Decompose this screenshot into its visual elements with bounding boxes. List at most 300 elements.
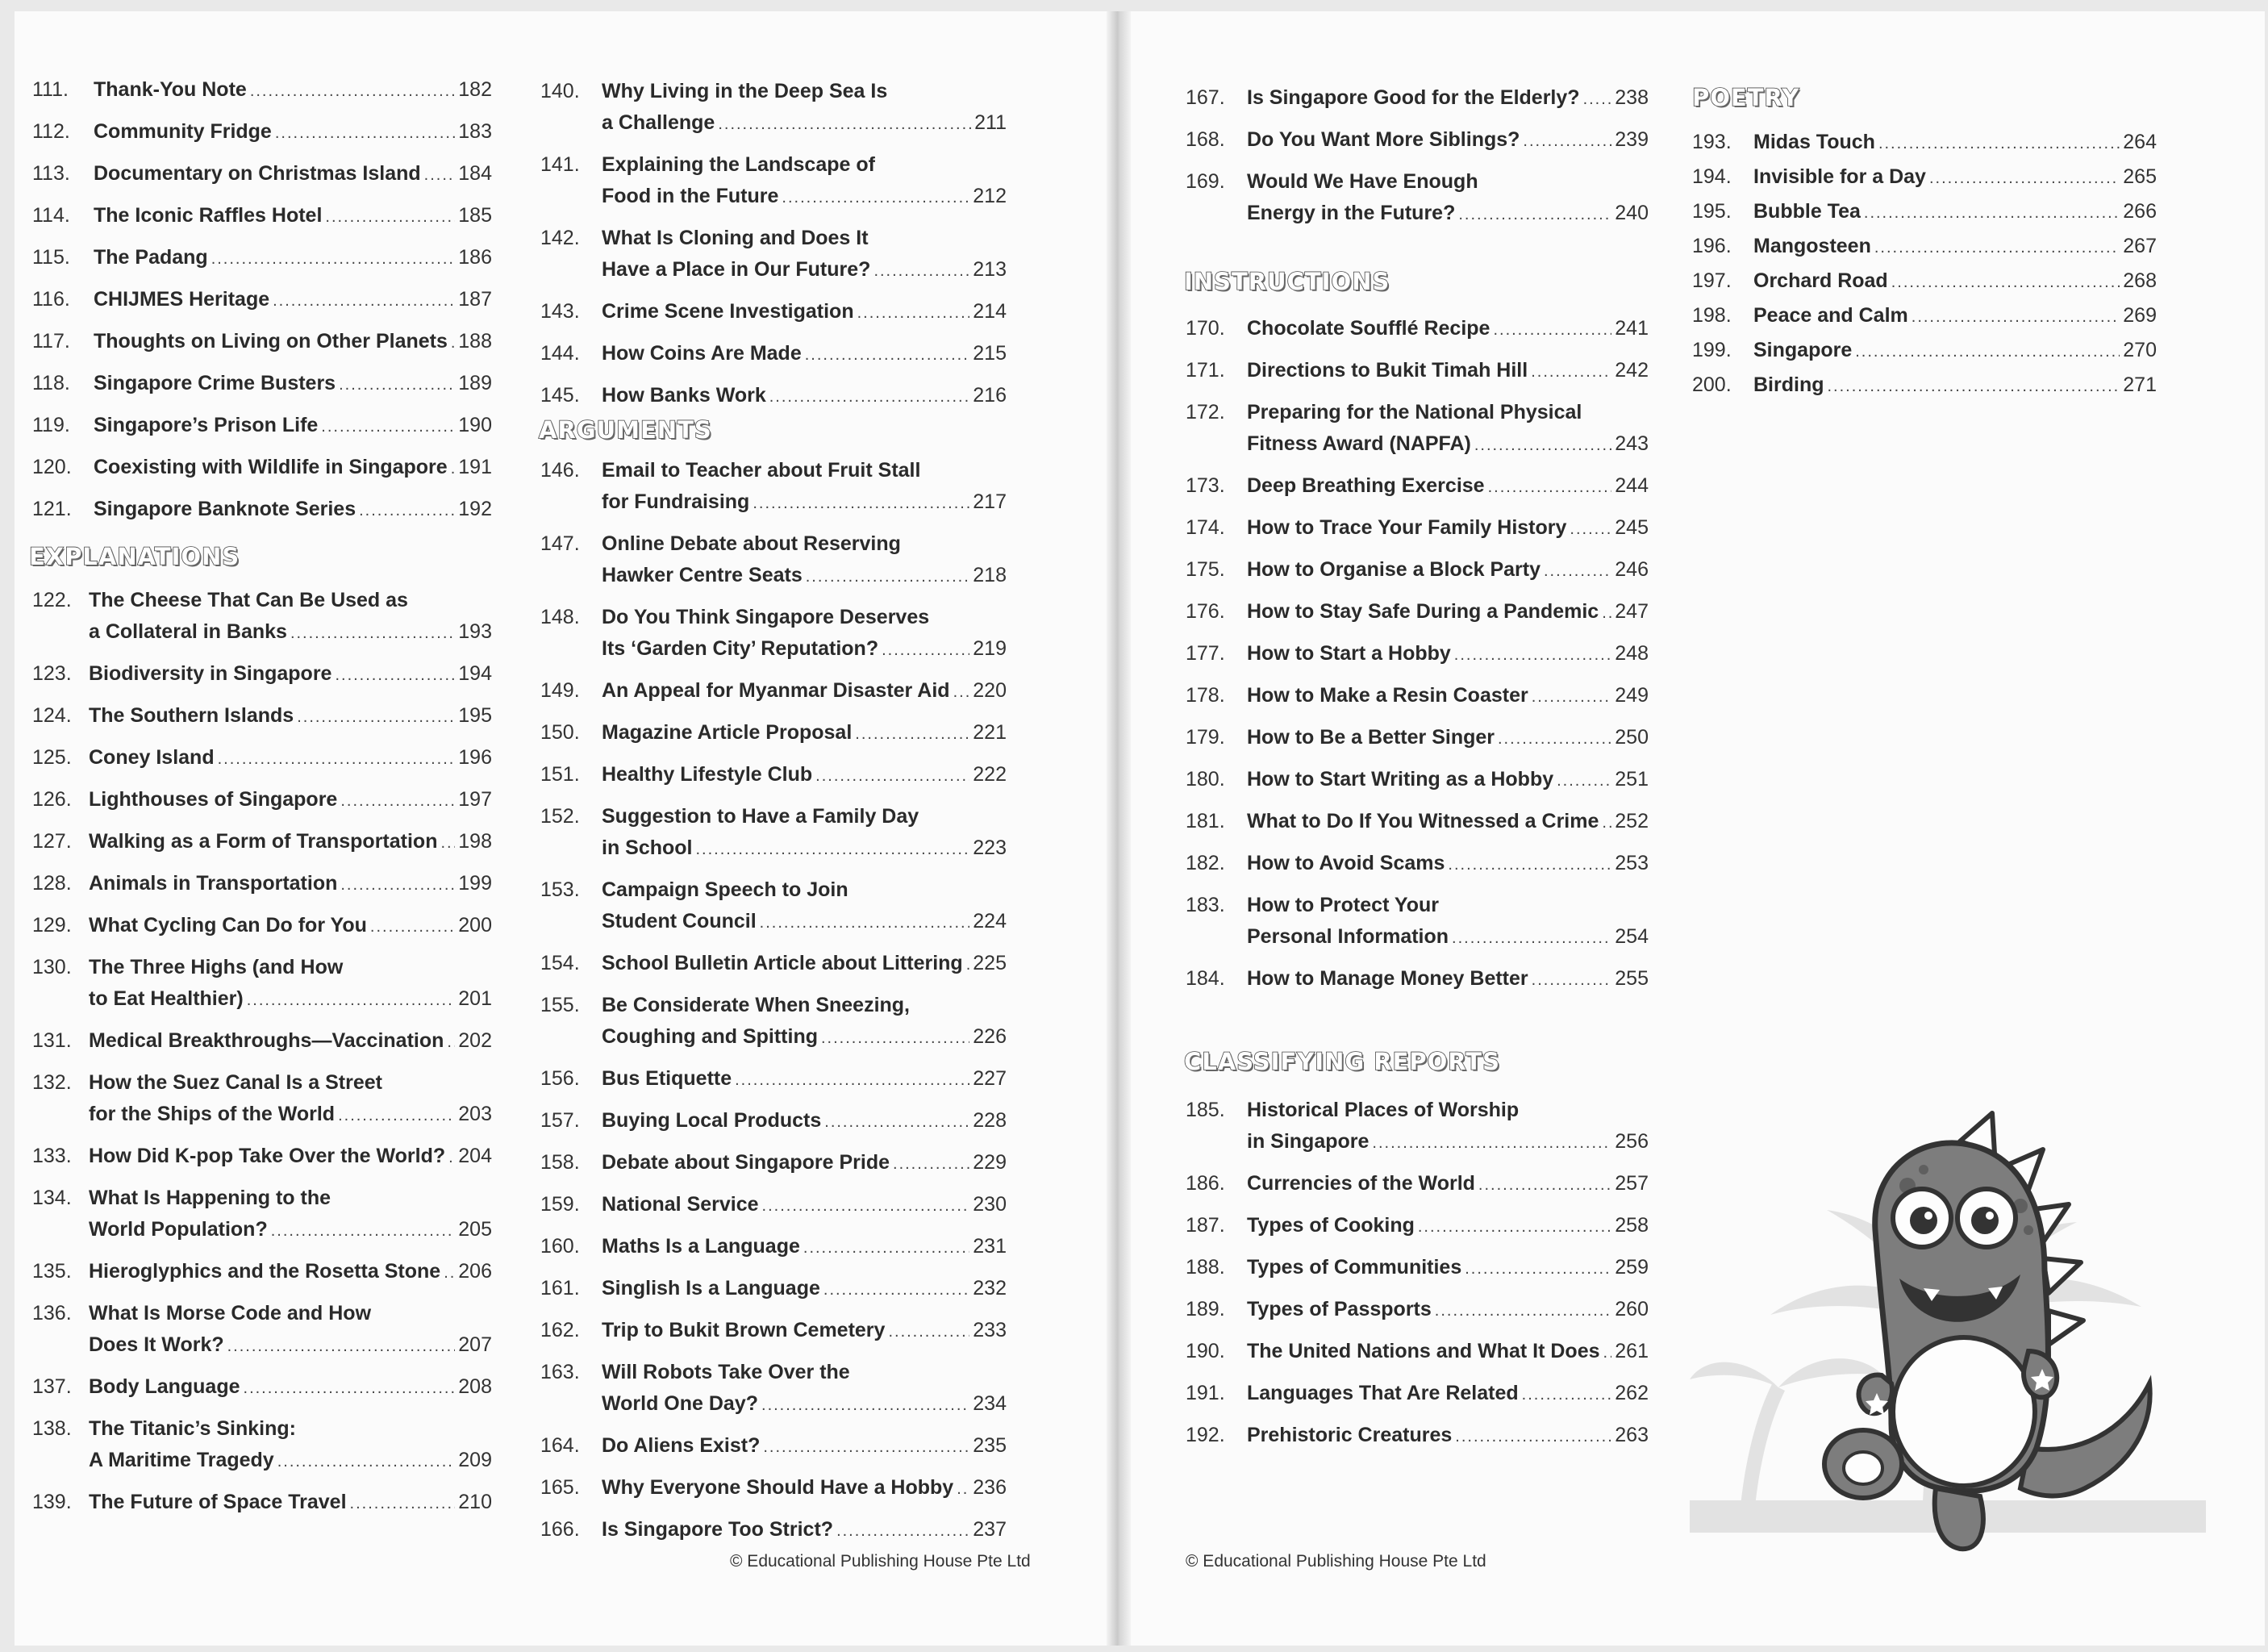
section-heading-classifying-reports: CLASSIFYING REPORTS	[1184, 1048, 1500, 1075]
dot-leader	[1522, 1379, 1612, 1411]
toc-entry	[540, 759, 1007, 792]
page-number: 215	[973, 342, 1007, 365]
page-number: 211	[974, 111, 1007, 134]
entry-body	[602, 1430, 1007, 1463]
entry-number: 164.	[540, 1434, 580, 1457]
dot-leader	[290, 618, 455, 649]
entry-body	[1247, 166, 1649, 231]
entry-title: Deep Breathing Exercise	[1247, 474, 1485, 497]
page-number: 221	[973, 721, 1007, 744]
entry-title: The Cheese That Can Be Used as	[89, 589, 408, 611]
entry-title-continued: World One Day?	[602, 1392, 759, 1415]
dot-leader	[873, 256, 969, 287]
dot-leader	[815, 761, 969, 792]
toc-entry	[1186, 890, 1649, 954]
entry-number: 199.	[1692, 339, 1732, 361]
entry-title: Do You Want More Siblings?	[1247, 128, 1520, 151]
page-number: 185	[458, 204, 492, 227]
entry-line	[602, 948, 1007, 981]
entry-body	[602, 528, 1007, 593]
entry-number: 198.	[1692, 304, 1732, 327]
entry-line	[602, 1021, 1007, 1054]
entry-title-continued: Energy in the Future?	[1247, 202, 1456, 224]
dot-leader	[338, 1100, 455, 1132]
entry-title: Currencies of the World	[1247, 1172, 1475, 1195]
toc-entry	[540, 1315, 1007, 1348]
toc-entry	[32, 784, 492, 817]
dot-leader	[1855, 336, 2120, 369]
entry-list	[1186, 313, 1649, 996]
page-number: 218	[973, 564, 1007, 586]
toc-entry	[1186, 355, 1649, 388]
page-number: 251	[1615, 768, 1649, 791]
page-number: 195	[458, 704, 492, 727]
entry-number: 167.	[1186, 86, 1225, 109]
entry-body	[94, 410, 492, 443]
entry-body	[89, 784, 492, 817]
entry-line	[1753, 161, 2157, 195]
entry-body	[89, 910, 492, 943]
dot-leader	[1372, 1128, 1611, 1159]
toc-entry	[32, 1487, 492, 1520]
entry-title: Community Fridge	[94, 120, 272, 143]
dot-leader	[440, 828, 455, 859]
entry-line	[94, 242, 492, 275]
toc-column-4	[1692, 84, 2157, 403]
page-number: 216	[973, 384, 1007, 407]
entry-line	[94, 494, 492, 527]
toc-entry	[1186, 1294, 1649, 1327]
page-number: 266	[2123, 200, 2157, 223]
dot-leader	[893, 1149, 969, 1180]
entry-body	[602, 675, 1007, 708]
page-number: 242	[1615, 359, 1649, 382]
entry-line	[602, 1514, 1007, 1547]
entry-title: Thoughts on Living on Other Planets	[94, 330, 448, 353]
entry-title: Campaign Speech to Join	[602, 878, 848, 901]
entry-title: Bus Etiquette	[602, 1067, 732, 1090]
entry-body	[94, 242, 492, 275]
dot-leader	[1544, 556, 1611, 587]
toc-entry	[1186, 470, 1649, 503]
page-number: 236	[973, 1476, 1007, 1499]
entry-title: How to Be a Better Singer	[1247, 726, 1495, 749]
page-number: 235	[973, 1434, 1007, 1457]
entry-number: 200.	[1692, 373, 1732, 396]
page-number: 262	[1615, 1382, 1649, 1404]
dot-leader	[882, 635, 969, 666]
entry-line	[1247, 124, 1649, 157]
entry-title: Buying Local Products	[602, 1109, 822, 1132]
dot-leader	[1452, 923, 1611, 954]
entry-title: Singapore Banknote Series	[94, 498, 356, 520]
entry-line	[602, 1388, 1007, 1421]
entry-title-continued: for Fundraising	[602, 490, 750, 513]
dot-leader	[1488, 472, 1612, 503]
toc-entry	[32, 952, 492, 1016]
entry-body	[602, 948, 1007, 981]
entry-line	[89, 1329, 492, 1362]
entry-line	[1247, 963, 1649, 996]
entry-body	[89, 952, 492, 1016]
dot-leader	[957, 1474, 969, 1505]
entry-line	[89, 658, 492, 691]
entry-number: 141.	[540, 153, 580, 176]
entry-body	[1247, 355, 1649, 388]
page-number: 247	[1615, 600, 1649, 623]
entry-number: 126.	[32, 788, 72, 811]
dot-leader	[1455, 1421, 1611, 1453]
toc-entry	[1692, 265, 2157, 299]
entry-line	[1247, 512, 1649, 545]
entry-body	[94, 200, 492, 233]
dot-leader	[718, 109, 971, 140]
page-number: 214	[973, 300, 1007, 323]
entry-line	[602, 1231, 1007, 1264]
entry-line	[1247, 680, 1649, 713]
entry-number: 173.	[1186, 474, 1225, 497]
dot-leader	[1557, 766, 1611, 797]
entry-body	[1247, 554, 1649, 587]
toc-entry	[1692, 334, 2157, 369]
entry-line	[1247, 722, 1649, 755]
entry-title: Trip to Bukit Brown Cemetery	[602, 1319, 886, 1341]
toc-entry	[32, 742, 492, 775]
entry-line	[1247, 806, 1649, 839]
toc-entry	[1692, 195, 2157, 230]
entry-title: Singlish Is a Language	[602, 1277, 820, 1299]
entry-number: 130.	[32, 956, 72, 978]
entry-number: 147.	[540, 532, 580, 555]
dot-leader	[247, 985, 456, 1016]
entry-number: 177.	[1186, 642, 1225, 665]
dinosaur-mascot-illustration	[1786, 1109, 2174, 1561]
entry-title: Biodiversity in Singapore	[89, 662, 332, 685]
entry-title-continued: Its ‘Garden City’ Reputation?	[602, 637, 879, 660]
page-number: 245	[1615, 516, 1649, 539]
entry-number: 181.	[1186, 810, 1225, 832]
entry-body	[602, 1357, 1007, 1421]
entry-line	[1247, 554, 1649, 587]
page-number: 239	[1615, 128, 1649, 151]
entry-number: 153.	[540, 878, 580, 901]
entry-line	[602, 181, 1007, 214]
entry-number: 190.	[1186, 1340, 1225, 1362]
entry-title-continued: Fitness Award (NAPFA)	[1247, 432, 1471, 455]
entry-body	[89, 700, 492, 733]
entry-title: Do Aliens Exist?	[602, 1434, 761, 1457]
page-number: 224	[973, 910, 1007, 932]
toc-column-2	[540, 76, 1007, 1547]
entry-body	[602, 338, 1007, 371]
dot-leader	[763, 1432, 969, 1463]
entry-title: Mangosteen	[1753, 235, 1871, 257]
entry-body	[1247, 764, 1649, 797]
page-number: 234	[973, 1392, 1007, 1415]
entry-body	[1753, 126, 2157, 161]
entry-line	[1247, 1294, 1649, 1327]
dot-leader	[821, 1023, 969, 1054]
page-number: 184	[458, 162, 492, 185]
dot-leader	[1523, 126, 1611, 157]
entry-number: 135.	[32, 1260, 72, 1283]
entry-line	[89, 1141, 492, 1174]
entry-number: 192.	[1186, 1424, 1225, 1446]
entry-title: How to Trace Your Family History	[1247, 516, 1567, 539]
entry-number: 127.	[32, 830, 72, 853]
entry-title: Invisible for a Day	[1753, 165, 1926, 188]
entry-line	[94, 200, 492, 233]
entry-list	[540, 76, 1007, 413]
entry-title: Orchard Road	[1753, 269, 1888, 292]
dot-leader	[824, 1107, 969, 1138]
entry-number: 193.	[1692, 131, 1732, 153]
entry-line	[1247, 1420, 1649, 1453]
toc-entry	[540, 675, 1007, 708]
entry-title: How Banks Work	[602, 384, 766, 407]
entry-body	[602, 717, 1007, 750]
entry-title-continued: Food in the Future	[602, 185, 779, 207]
entry-line	[89, 700, 492, 733]
entry-number: 185.	[1186, 1099, 1225, 1121]
entry-body	[89, 585, 492, 649]
toc-entry	[1186, 848, 1649, 881]
entry-title: What Cycling Can Do for You	[89, 914, 367, 937]
toc-entry	[1186, 512, 1649, 545]
entry-body	[602, 1472, 1007, 1505]
toc-entry	[540, 1357, 1007, 1421]
entry-body	[1247, 680, 1649, 713]
entry-body	[1753, 334, 2157, 369]
entry-title: Magazine Article Proposal	[602, 721, 853, 744]
toc-entry	[540, 948, 1007, 981]
entry-number: 171.	[1186, 359, 1225, 382]
entry-body	[1753, 265, 2157, 299]
entry-body	[602, 1189, 1007, 1222]
entry-number: 162.	[540, 1319, 580, 1341]
toc-entry	[540, 1189, 1007, 1222]
entry-title: Explaining the Landscape of	[602, 153, 875, 176]
entry-body	[89, 1025, 492, 1058]
dot-leader	[1878, 127, 2120, 161]
entry-line	[89, 1214, 492, 1247]
toc-entry	[540, 602, 1007, 666]
entry-title: How to Start a Hobby	[1247, 642, 1451, 665]
toc-entry	[1186, 166, 1649, 231]
toc-entry	[540, 874, 1007, 939]
entry-title: How Coins Are Made	[602, 342, 802, 365]
entry-line	[602, 1430, 1007, 1463]
entry-title: Prehistoric Creatures	[1247, 1424, 1453, 1446]
page-number: 223	[973, 836, 1007, 859]
page-number: 203	[458, 1103, 492, 1125]
entry-body	[89, 1256, 492, 1289]
page-number: 256	[1615, 1130, 1649, 1153]
dot-leader	[769, 382, 970, 413]
entry-title: Healthy Lifestyle Club	[602, 763, 813, 786]
entry-title-continued: Hawker Centre Seats	[602, 564, 803, 586]
page-number: 259	[1615, 1256, 1649, 1279]
toc-entry	[32, 452, 492, 485]
entry-body	[89, 826, 492, 859]
entry-title: National Service	[602, 1193, 759, 1216]
toc-entry	[1186, 806, 1649, 839]
entry-number: 160.	[540, 1235, 580, 1258]
entry-title: How Did K-pop Take Over the World?	[89, 1145, 446, 1167]
entry-number: 175.	[1186, 558, 1225, 581]
page-number: 253	[1615, 852, 1649, 874]
dot-leader	[1602, 598, 1611, 629]
page-number: 188	[458, 330, 492, 353]
entry-line	[89, 1371, 492, 1404]
entry-number: 197.	[1692, 269, 1732, 292]
entry-title: Crime Scene Investigation	[602, 300, 854, 323]
entry-line	[94, 74, 492, 107]
entry-body	[1247, 470, 1649, 503]
entry-body	[1753, 369, 2157, 403]
dot-leader	[1418, 1212, 1611, 1243]
entry-number: 129.	[32, 914, 72, 937]
entry-title-continued: A Maritime Tragedy	[89, 1449, 274, 1471]
entry-title: How to Protect Your	[1247, 894, 1439, 916]
entry-title-continued: in School	[602, 836, 693, 859]
entry-number: 125.	[32, 746, 72, 769]
entry-line	[602, 1273, 1007, 1306]
entry-line	[602, 107, 1007, 140]
entry-line	[1753, 265, 2157, 299]
dot-leader	[760, 907, 970, 939]
entry-title: Hieroglyphics and the Rosetta Stone	[89, 1260, 441, 1283]
toc-entry	[540, 338, 1007, 371]
dot-leader	[1891, 266, 2120, 299]
entry-line	[1247, 82, 1649, 115]
toc-entry	[1186, 313, 1649, 346]
entry-title: Singapore	[1753, 339, 1853, 361]
page-number: 228	[973, 1109, 1007, 1132]
entry-line	[1247, 764, 1649, 797]
entry-title: Medical Breakthroughs—Vaccination	[89, 1029, 444, 1052]
toc-entry	[1186, 1168, 1649, 1201]
dot-leader	[1458, 199, 1611, 231]
toc-entry	[540, 1147, 1007, 1180]
entry-number: 128.	[32, 872, 72, 895]
page-number: 197	[458, 788, 492, 811]
entry-title: Thank-You Note	[94, 78, 247, 101]
page-number: 204	[458, 1145, 492, 1167]
entry-body	[89, 1183, 492, 1247]
toc-entry	[1692, 369, 2157, 403]
toc-entry	[32, 1141, 492, 1174]
entry-list	[32, 74, 492, 527]
entry-number: 139.	[32, 1491, 72, 1513]
entry-number: 123.	[32, 662, 72, 685]
page-number: 240	[1615, 202, 1649, 224]
entry-number: 113.	[32, 162, 70, 185]
dot-leader	[1448, 849, 1611, 881]
page-number: 213	[973, 258, 1007, 281]
page-number: 187	[458, 288, 492, 311]
toc-entry	[540, 380, 1007, 413]
page-number: 183	[458, 120, 492, 143]
entry-line	[602, 675, 1007, 708]
toc-entry	[32, 1371, 492, 1404]
page-number: 243	[1615, 432, 1649, 455]
entry-number: 159.	[540, 1193, 580, 1216]
entry-line	[89, 616, 492, 649]
entry-line	[602, 717, 1007, 750]
entry-body	[1247, 1168, 1649, 1201]
entry-number: 172.	[1186, 401, 1225, 423]
entry-line	[602, 1189, 1007, 1222]
entry-number: 183.	[1186, 894, 1225, 916]
dot-leader	[424, 160, 456, 191]
dot-leader	[855, 719, 969, 750]
entry-body	[89, 1298, 492, 1362]
entry-title: The Future of Space Travel	[89, 1491, 347, 1513]
page-number: 258	[1615, 1214, 1649, 1237]
page-number: 241	[1615, 317, 1649, 340]
entry-body	[89, 868, 492, 901]
dot-leader	[1864, 197, 2120, 230]
entry-title: Would We Have Enough	[1247, 170, 1478, 193]
entry-title: Suggestion to Have a Family Day	[602, 805, 919, 828]
entry-number: 120.	[32, 456, 72, 478]
dot-leader	[1454, 640, 1611, 671]
page-number: 212	[973, 185, 1007, 207]
entry-body	[602, 455, 1007, 519]
section-heading-arguments: ARGUMENTS	[539, 416, 712, 444]
toc-entry	[32, 326, 492, 359]
entry-line	[89, 826, 492, 859]
entry-line	[1247, 921, 1649, 954]
toc-entry	[540, 1430, 1007, 1463]
entry-number: 146.	[540, 459, 580, 482]
entry-number: 144.	[540, 342, 580, 365]
toc-entry	[1186, 764, 1649, 797]
page-number: 196	[458, 746, 492, 769]
entry-title: Directions to Bukit Timah Hill	[1247, 359, 1528, 382]
entry-line	[1247, 428, 1649, 461]
entry-line	[89, 868, 492, 901]
dot-leader	[753, 488, 969, 519]
toc-entry	[32, 868, 492, 901]
entry-body	[602, 1063, 1007, 1096]
entry-title: Singapore’s Prison Life	[94, 414, 319, 436]
entry-number: 189.	[1186, 1298, 1225, 1320]
section-heading-instructions: INSTRUCTIONS	[1184, 268, 1390, 295]
entry-list	[32, 585, 492, 1520]
dot-leader	[1465, 1254, 1611, 1285]
dot-leader	[1912, 301, 2120, 334]
entry-title-continued: a Challenge	[602, 111, 715, 134]
dot-leader	[888, 1316, 969, 1348]
entry-title: Historical Places of Worship	[1247, 1099, 1520, 1121]
toc-entry	[540, 1514, 1007, 1547]
entry-body	[1247, 963, 1649, 996]
entry-title: Be Considerate When Sneezing,	[602, 994, 911, 1016]
entry-body	[1247, 596, 1649, 629]
entry-title: Bubble Tea	[1753, 200, 1861, 223]
entry-body	[89, 1371, 492, 1404]
entry-number: 155.	[540, 994, 580, 1016]
entry-body	[1247, 1210, 1649, 1243]
section-heading-poetry: POETRY	[1692, 84, 1800, 111]
dot-leader	[1532, 682, 1612, 713]
entry-line	[1247, 1126, 1649, 1159]
dot-leader	[325, 202, 455, 233]
entry-body	[94, 116, 492, 149]
toc-entry	[540, 223, 1007, 287]
